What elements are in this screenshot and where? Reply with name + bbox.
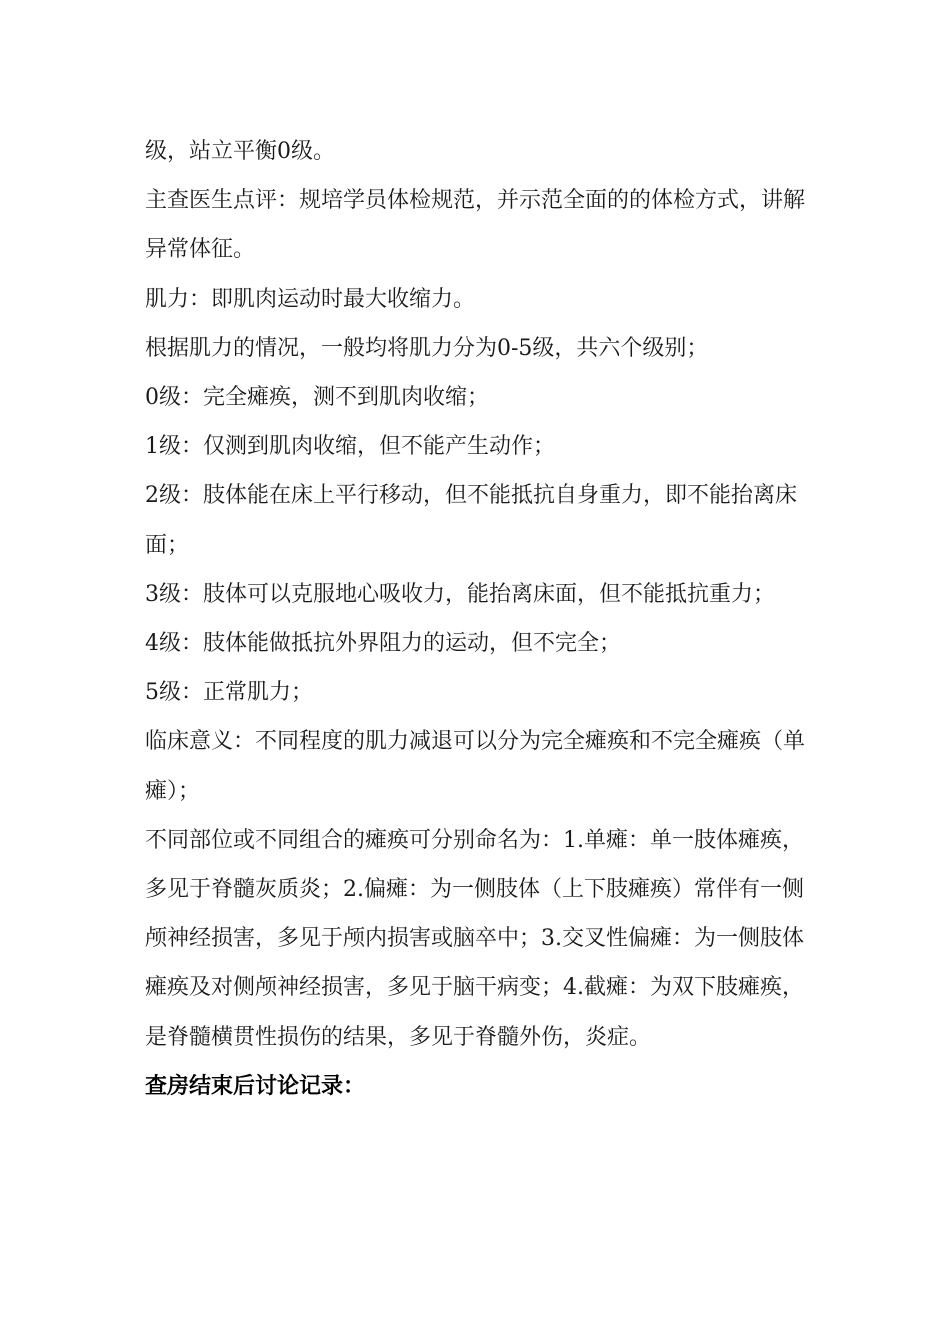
- paragraph-balance-grade: 级，站立平衡0级。: [145, 139, 335, 164]
- paragraph-grade-5: 5级：正常肌力；: [145, 680, 313, 706]
- paragraph-attending-comment: 主查医生点评：规培学员体检规范，并示范全面的的体检方式，讲解异常体征。: [145, 188, 806, 263]
- section-heading: 查房结束后讨论记录：: [145, 1073, 366, 1099]
- paragraph-clinical-significance: 临床意义：不同程度的肌力减退可以分为完全瘫痪和不完全瘫痪（单瘫）；: [145, 729, 806, 804]
- document-body: [145, 127, 825, 1111]
- paragraph-grade-4: 4级：肢体能做抵抗外界阻力的运动，但不完全；: [145, 631, 621, 657]
- paragraph-grading-intro: 根据肌力的情况，一般均将肌力分为0-5级，共六个级别；: [145, 335, 709, 361]
- paragraph-grade-0: 0级：完全瘫痪，测不到肌肉收缩；: [145, 385, 489, 411]
- paragraph-grade-3: 3级：肢体可以克服地心吸收力，能抬离床面，但不能抵抗重力；: [145, 581, 775, 607]
- paragraph-paralysis-types: 不同部位或不同组合的瘫痪可分别命名为：1.单瘫：单一肢体瘫痪，多见于脊髓灰质炎；2.偏瘫：为一侧肢体（上下肢瘫痪）常伴有一侧颅神经损害，多见于颅内损害或脑卒中；3.交叉性偏瘫：为一侧肢体瘫痪及对侧颅神经损害，多见于脑干病变；4.截瘫：为双下肢瘫痪，是脊髓横贯性损伤的结果，多见于脊髓外伤，炎症。: [145, 827, 804, 1050]
- paragraph-grade-1: 1级：仅测到肌肉收缩，但不能产生动作；: [145, 434, 555, 460]
- paragraph-grade-2: 2级：肢体能在床上平行移动，但不能抵抗自身重力，即不能抬离床面；: [145, 483, 797, 558]
- paragraph-muscle-strength-definition: 肌力：即肌肉运动时最大收缩力。: [145, 286, 476, 312]
